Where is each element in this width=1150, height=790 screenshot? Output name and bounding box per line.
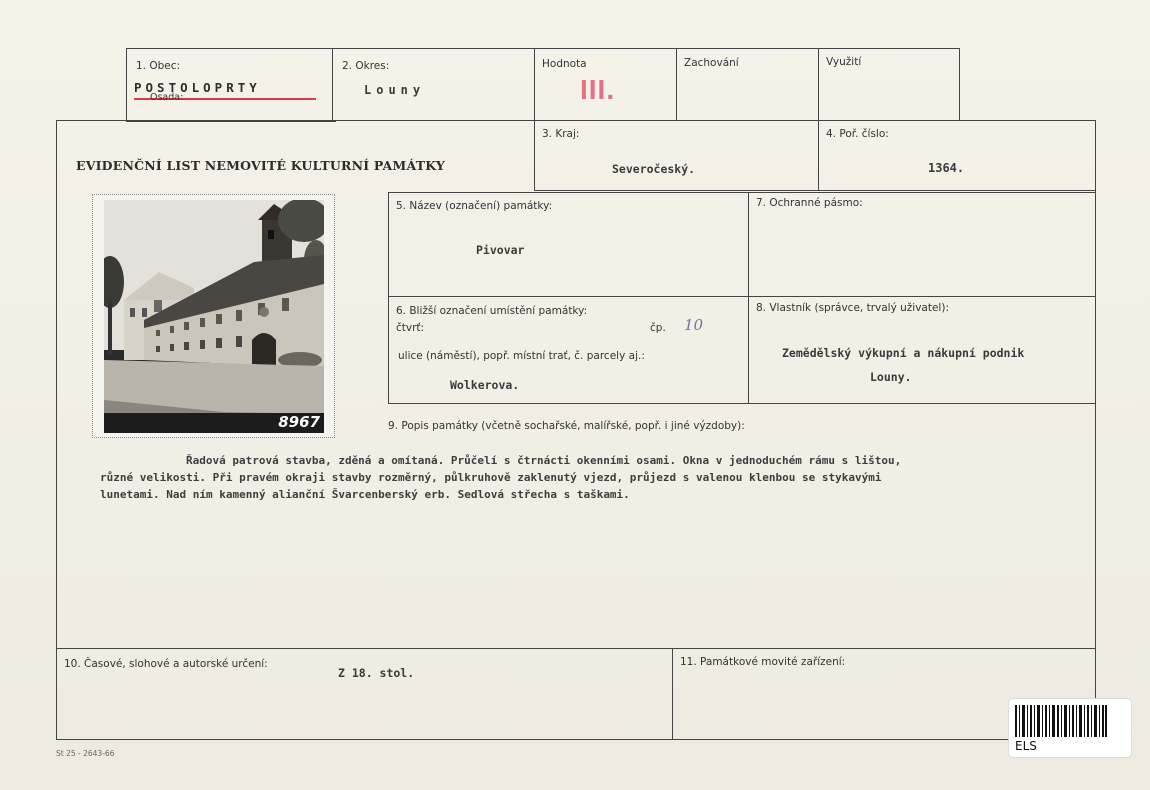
popis-text	[100, 452, 1080, 503]
obec-label: 1. Obec:	[136, 60, 181, 72]
footer-code: St 25 - 2643-66	[56, 749, 115, 758]
okres-label: 2. Okres:	[342, 60, 390, 72]
popis-line: lunetami. Nad ním kamenný alianční Švarcenberský erb. Sedlová střecha s taškami.	[100, 488, 630, 501]
popis-line: Řadová patrová stavba, zděná a omítaná. Průčelí s čtrnácti okenními osami. Okna v jednoduchém rámu s lištou,	[186, 454, 902, 467]
cp-label: čp.	[650, 322, 666, 334]
por-cislo-label: 4. Poř. číslo:	[826, 128, 889, 140]
barcode-icon	[1015, 705, 1107, 737]
ulice-label: ulice (náměstí), popř. místní trať, č. parcely aj.:	[398, 350, 645, 362]
ulice-value: Wolkerova.	[450, 378, 520, 392]
photo-frame	[92, 194, 335, 438]
hodnota-stamp: III.	[580, 74, 616, 105]
okres-value: Louny	[364, 83, 426, 97]
nazev-label: 5. Název (označení) památky:	[396, 200, 553, 212]
ochranne-pasmo-label: 7. Ochranné pásmo:	[756, 197, 863, 209]
vlastnik-line-2: Louny.	[870, 370, 912, 384]
nazev-value: Pivovar	[476, 243, 525, 257]
umisteni-label: 6. Bližší označení umístění památky:	[396, 305, 588, 317]
popis-line: různé velikosti. Při pravém okraji stavby rozměrný, půlkruhově zaklenutý vjezd, průjezd s valenou klenbou se stykavými	[100, 471, 882, 484]
form-title: EVIDENČNÍ LIST NEMOVITÉ KULTURNÍ PAMÁTKY	[76, 158, 446, 173]
vlastnik-label: 8. Vlastník (správce, trvalý uživatel):	[756, 302, 949, 314]
zachovani-label: Zachování	[684, 57, 739, 69]
casove-label: 10. Časové, slohové a autorské určení:	[64, 658, 268, 670]
por-cislo-value: 1364.	[928, 161, 965, 175]
cp-value: 10	[684, 316, 704, 334]
photo-number: 8967	[278, 413, 320, 431]
barcode-sticker	[1008, 698, 1132, 758]
building-photo	[104, 200, 324, 433]
hodnota-label: Hodnota	[542, 58, 587, 70]
popis-label: 9. Popis památky (včetně sochařské, malířské, popř. i jiné výzdoby):	[388, 420, 745, 432]
vlastnik-line-1: Zemědělský výkupní a nákupní podnik	[782, 346, 1025, 360]
casove-value: Z 18. stol.	[338, 666, 415, 680]
barcode-label: ELS	[1015, 739, 1037, 753]
kraj-value: Severočeský.	[612, 162, 696, 176]
osada-label: Osada:	[150, 92, 184, 103]
movite-label: 11. Památkové movité zařízení:	[680, 656, 846, 668]
kraj-label: 3. Kraj:	[542, 128, 580, 140]
vyuziti-label: Využití	[826, 56, 862, 68]
obec-value: POSTOLOPRTY	[134, 80, 261, 95]
ctvrt-label: čtvrť:	[396, 322, 425, 334]
